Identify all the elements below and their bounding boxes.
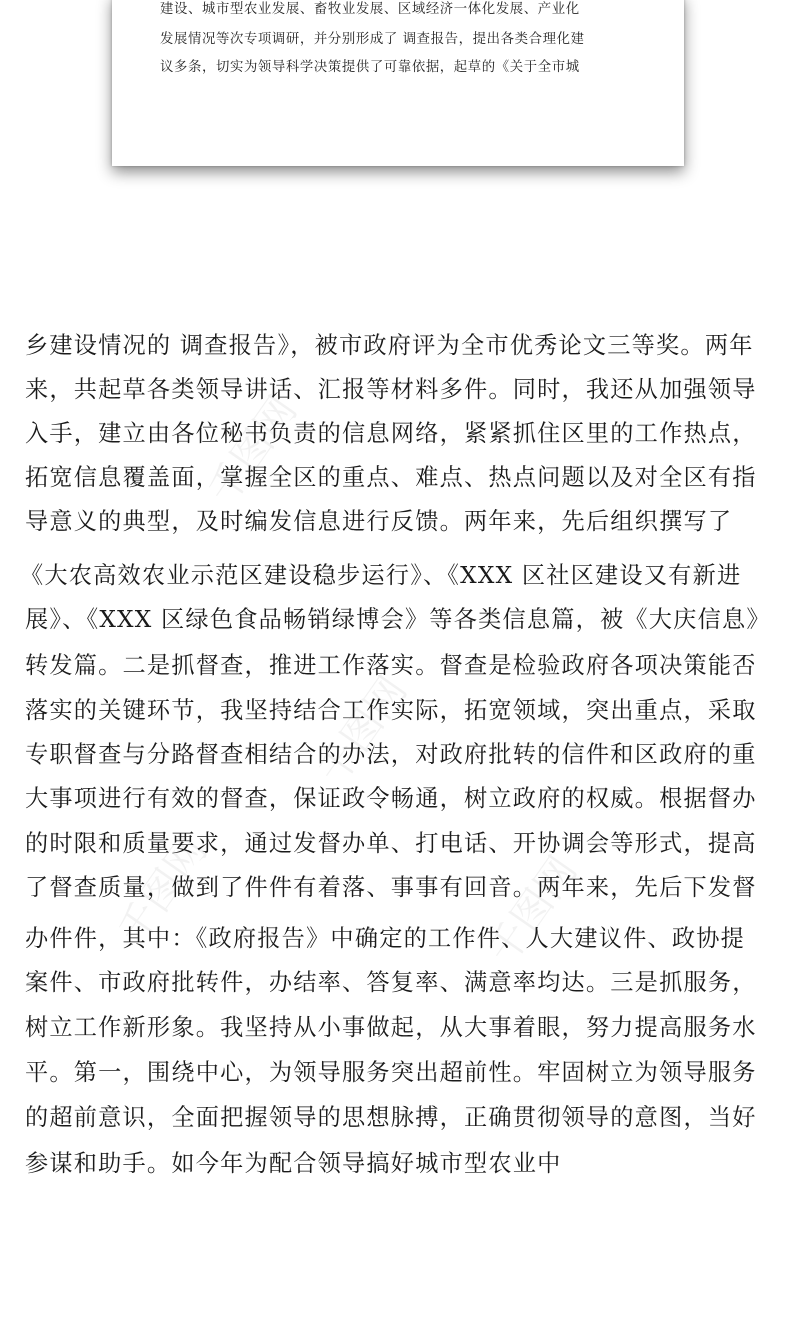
body-line-17: 平。第一，围绕中心，为领导服务突出超前性。牢固树立为领导服务 — [25, 1059, 757, 1086]
body-line-9: 落实的关键环节，我坚持结合工作实际，拓宽领域，突出重点，采取 — [25, 697, 757, 724]
body-line-13: 了督查质量，做到了件件有着落、事事有回音。两年来，先后下发督 — [25, 874, 757, 901]
body-line-11: 大事项进行有效的督查，保证政令畅通，树立政府的权威。根据督办 — [25, 785, 757, 812]
body-line-4: 拓宽信息覆盖面，掌握全区的重点、难点、热点问题以及对全区有指 — [25, 464, 757, 491]
body-line-19: 参谋和助手。如今年为配合领导搞好城市型农业中 — [25, 1150, 562, 1177]
body-line-5: 导意义的典型，及时编发信息进行反馈。两年来，先后组织撰写了 — [25, 508, 733, 535]
body-line-18: 的超前意识，全面把握领导的思想脉搏，正确贯彻领导的意图，当好 — [25, 1104, 757, 1131]
watermark: 千图网 — [199, 388, 307, 513]
watermark: 千图网 — [109, 828, 217, 953]
body-line-15: 案件、市政府批转件，办结率、答复率、满意率均达。三是抓服务， — [25, 969, 757, 996]
body-line-3: 入手，建立由各位秘书负责的信息网络，紧紧抓住区里的工作热点， — [25, 420, 757, 447]
watermark: 千图网 — [309, 668, 417, 793]
card-line-1: 建设、城市型农业发展、畜牧业发展、区域经济一体化发展、产业化 — [160, 2, 580, 17]
body-line-8: 转发篇。二是抓督查，推进工作落实。督查是检验政府各项决策能否 — [25, 652, 757, 679]
watermark: 千图网 — [479, 848, 587, 973]
body-line-10: 专职督查与分路督查相结合的办法，对政府批转的信件和区政府的重 — [25, 741, 757, 768]
card-line-2: 发展情况等次专项调研，并分别形成了 调查报告，提出各类合理化建 — [160, 32, 585, 47]
body-line-1: 乡建设情况的 调查报告》，被市政府评为全市优秀论文三等奖。两年 — [25, 332, 754, 359]
body-line-12: 的时限和质量要求，通过发督办单、打电话、开协调会等形式，提高 — [25, 830, 757, 857]
body-line-7: 展》、《XXX 区绿色食品畅销绿博会》等各类信息篇，被《大庆信息》 — [25, 606, 771, 633]
preview-card — [112, 0, 684, 166]
body-line-6: 《大农高效农业示范区建设稳步运行》、《XXX 区社区建设又有新进 — [20, 562, 742, 589]
body-line-14: 办件件，其中：《政府报告》中确定的工作件、人大建议件、政协提 — [25, 925, 746, 952]
card-line-3: 议多条，切实为领导科学决策提供了可靠依据，起草的《关于全市城 — [160, 60, 580, 75]
body-line-2: 来，共起草各类领导讲话、汇报等材料多件。同时，我还从加强领导 — [25, 376, 757, 403]
body-line-16: 树立工作新形象。我坚持从小事做起，从大事着眼，努力提高服务水 — [25, 1014, 757, 1041]
